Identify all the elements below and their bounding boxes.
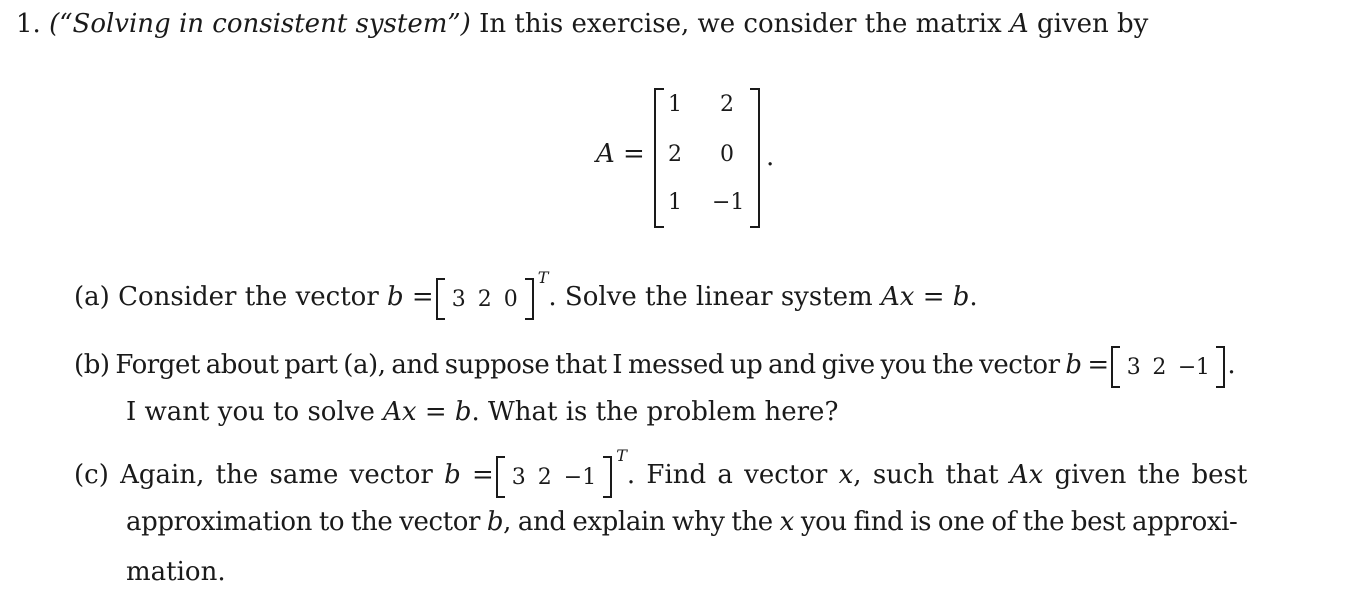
matrix-lhs: A =	[596, 139, 645, 169]
vector-entry: 2	[537, 465, 552, 490]
matrix-cell: 2	[668, 142, 682, 167]
matrix-A	[596, 88, 796, 228]
vector-entry: 2	[1152, 355, 1166, 380]
equation: Ax = b	[880, 282, 970, 312]
period: .	[1227, 350, 1236, 380]
part-c-text: , such that	[853, 460, 999, 490]
row-vector	[496, 456, 612, 496]
matrix-symbol: A	[1009, 9, 1029, 39]
part-c-line2	[126, 506, 1237, 538]
row-vector	[436, 278, 534, 318]
part-c-text: given the best	[1054, 460, 1248, 490]
part-b-text: Forget about part (a), and suppose that I messed up and give you the vector	[115, 350, 1060, 380]
variable-x: x	[779, 507, 794, 537]
part-b	[74, 346, 1235, 386]
part-c-text: . Find a vector	[626, 460, 828, 490]
problem-title: (“Solving in consistent system”)	[49, 9, 471, 39]
expression-ax: Ax	[1009, 460, 1044, 490]
vector-entry: 3	[511, 465, 526, 490]
part-a-label: (a)	[74, 282, 110, 312]
part-c-text: Again, the same vector	[120, 460, 433, 490]
matrix-right-bracket	[750, 88, 760, 228]
vector-entry: −1	[563, 465, 597, 490]
matrix-period: .	[766, 142, 775, 172]
variable-x: x	[838, 460, 854, 490]
part-c-text: mation.	[126, 557, 226, 587]
vector-entry: 0	[503, 287, 518, 312]
problem-given-by: given by	[1036, 9, 1149, 39]
problem-statement	[16, 8, 1148, 40]
equation: Ax = b	[383, 397, 472, 427]
matrix-cell: 1	[668, 92, 682, 117]
b-equals: b =	[444, 460, 494, 490]
part-b-line2	[126, 396, 838, 428]
part-c-label: (c)	[74, 460, 109, 490]
part-c-text: you find is one of the best approxi-	[800, 507, 1238, 537]
matrix-cell: 2	[720, 92, 734, 117]
vector-entry: 3	[451, 287, 466, 312]
problem-number: 1.	[16, 9, 41, 39]
matrix-cell: 1	[668, 190, 682, 215]
part-b-label: (b)	[74, 350, 110, 380]
b-equals: b =	[1065, 350, 1109, 380]
part-a-text: Consider the vector	[118, 282, 379, 312]
transpose-mark: T	[616, 446, 627, 465]
part-b-text: I want you to solve	[126, 397, 375, 427]
part-a-text: . Solve the linear system	[548, 282, 873, 312]
variable-b: b	[486, 507, 504, 537]
part-c-line3	[126, 556, 226, 588]
problem-intro: In this exercise, we consider the matrix	[479, 9, 1002, 39]
row-vector	[1111, 346, 1226, 386]
part-c-text: approximation to the vector	[126, 507, 481, 537]
part-a	[74, 268, 978, 318]
vector-entry: −1	[1177, 355, 1210, 380]
b-equals: b =	[387, 282, 434, 312]
matrix-cell: 0	[720, 142, 734, 167]
part-c-text: , and explain why the	[503, 507, 773, 537]
vector-entry: 2	[477, 287, 492, 312]
vector-entry: 3	[1126, 355, 1141, 380]
transpose-mark: T	[537, 268, 549, 287]
part-c	[74, 446, 1248, 496]
matrix-cell: −1	[712, 190, 745, 215]
part-b-text: . What is the problem here?	[471, 397, 839, 427]
period: .	[969, 282, 978, 312]
